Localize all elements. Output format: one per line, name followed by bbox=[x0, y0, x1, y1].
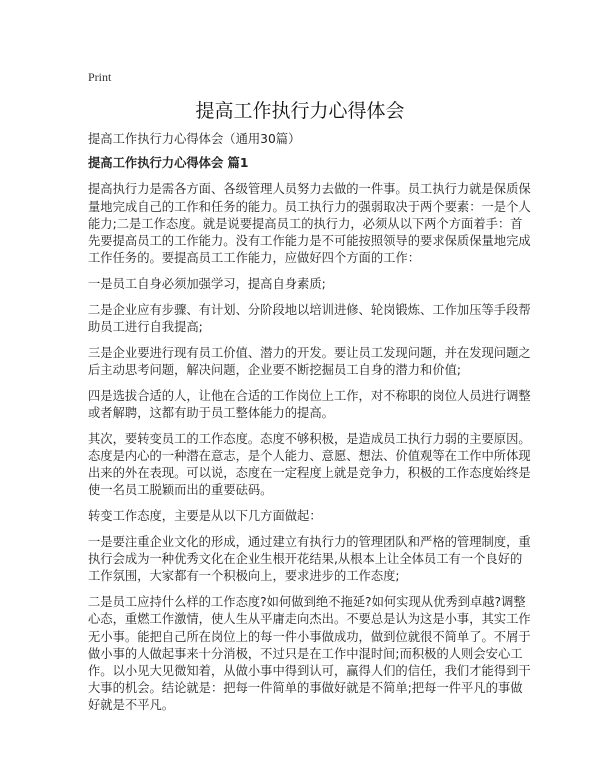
text-line: 工作氛围，大家都有一个积极向上，要求进步的工作态度; bbox=[88, 569, 400, 584]
paragraph bbox=[88, 594, 531, 714]
text-line: 一是员工自身必须加强学习，提高自身素质; bbox=[88, 277, 326, 292]
text-line: 好就是不平凡。 bbox=[88, 698, 175, 713]
paragraph bbox=[88, 388, 531, 422]
text-line: 能力;二是工作态度。就是说要提高员工的执行力，必须从以下两个方面着手：首 bbox=[88, 216, 523, 231]
text-line: 四是选拔合适的人，让他在合适的工作岗位上工作，对不称职的岗位人员进行调整 bbox=[88, 388, 531, 403]
text-line: 先要提高员工的工作能力。没有工作能力是不可能按照领导的要求保质保量地完成 bbox=[88, 234, 531, 249]
text-line: 大事的机会。结论就是：把每一件简单的事做好就是不简单;把每一件平凡的事做 bbox=[88, 681, 523, 696]
text-line: 做小事的人做起事来十分消极，不过只是在工作中混时间;而积极的人则会安心工 bbox=[88, 646, 523, 661]
paragraph bbox=[88, 181, 531, 267]
text-line: 一是要注重企业文化的形成，通过建立有执行力的管理团队和严格的管理制度，重 bbox=[88, 535, 531, 550]
paragraph bbox=[88, 534, 531, 586]
text-line: 使一名员工脱颖而出的重要砝码。 bbox=[88, 483, 273, 498]
text-line: 出来的外在表现。可以说，态度在一定程度上就是竞争力，积极的工作态度始终是 bbox=[88, 466, 531, 481]
text-line: 工作任务的。要提高员工工作能力，应做好四个方面的工作： bbox=[88, 251, 421, 266]
text-line: 量地完成自己的工作和任务的能力。员工执行力的强弱取决于两个要素：一是个人 bbox=[88, 199, 531, 214]
text-line: 执行会成为一种优秀文化在企业生根开花结果,从根本上让全体员工有一个良好的 bbox=[88, 552, 523, 567]
print-link[interactable]: Print bbox=[88, 70, 112, 84]
section-heading: 提高工作执行力心得体会 篇1 bbox=[88, 156, 249, 171]
text-line: 心态，重燃工作激情，使人生从平庸走向杰出。不要总是认为这是小事，其实工作 bbox=[88, 612, 531, 627]
page-title: 提高工作执行力心得体会 bbox=[195, 100, 405, 122]
paragraph bbox=[88, 508, 528, 525]
text-line: 或者解聘，这都有助于员工整体能力的提高。 bbox=[88, 406, 334, 421]
text-line: 无小事。能把自己所在岗位上的每一件小事做成功，做到位就很不简单了。不屑于 bbox=[88, 629, 531, 644]
paragraph bbox=[88, 345, 531, 379]
document-subtitle: 提高工作执行力心得体会（通用30篇） bbox=[88, 132, 301, 146]
paragraph bbox=[88, 276, 528, 293]
text-line: 其次，要转变员工的工作态度。态度不够积极，是造成员工执行力弱的主要原因。 bbox=[88, 431, 531, 446]
paragraphs bbox=[88, 181, 531, 714]
text-line: 提高执行力是需各方面、各级管理人员努力去做的一件事。员工执行力就是保质保 bbox=[88, 182, 531, 197]
text-line: 三是企业要进行现有员工价值、潜力的开发。要让员工发现问题，并在发现问题之 bbox=[88, 345, 531, 360]
paragraph bbox=[88, 431, 531, 500]
text-line: 二是企业应有步骤、有计划、分阶段地以培训进修、轮岗锻炼、工作加压等手段帮 bbox=[88, 302, 531, 317]
paragraph bbox=[88, 302, 531, 336]
text-line: 二是员工应持什么样的工作态度?如何做到绝不拖延?如何实现从优秀到卓越?调整 bbox=[88, 595, 526, 610]
text-line: 作。以小见大见微知着，从做小事中得到认可，赢得人们的信任，我们才能得到干 bbox=[88, 664, 531, 679]
text-line: 转变工作态度，主要是从以下几方面做起： bbox=[88, 509, 322, 524]
text-line: 助员工进行自我提高; bbox=[88, 320, 203, 335]
text-line: 态度是内心的一种潜在意志，是个人能力、意愿、想法、价值观等在工作中所体现 bbox=[88, 449, 531, 464]
document-body bbox=[88, 131, 531, 723]
text-line: 后主动思考问题，解决问题，企业要不断挖掘员工自身的潜力和价值; bbox=[88, 363, 462, 378]
